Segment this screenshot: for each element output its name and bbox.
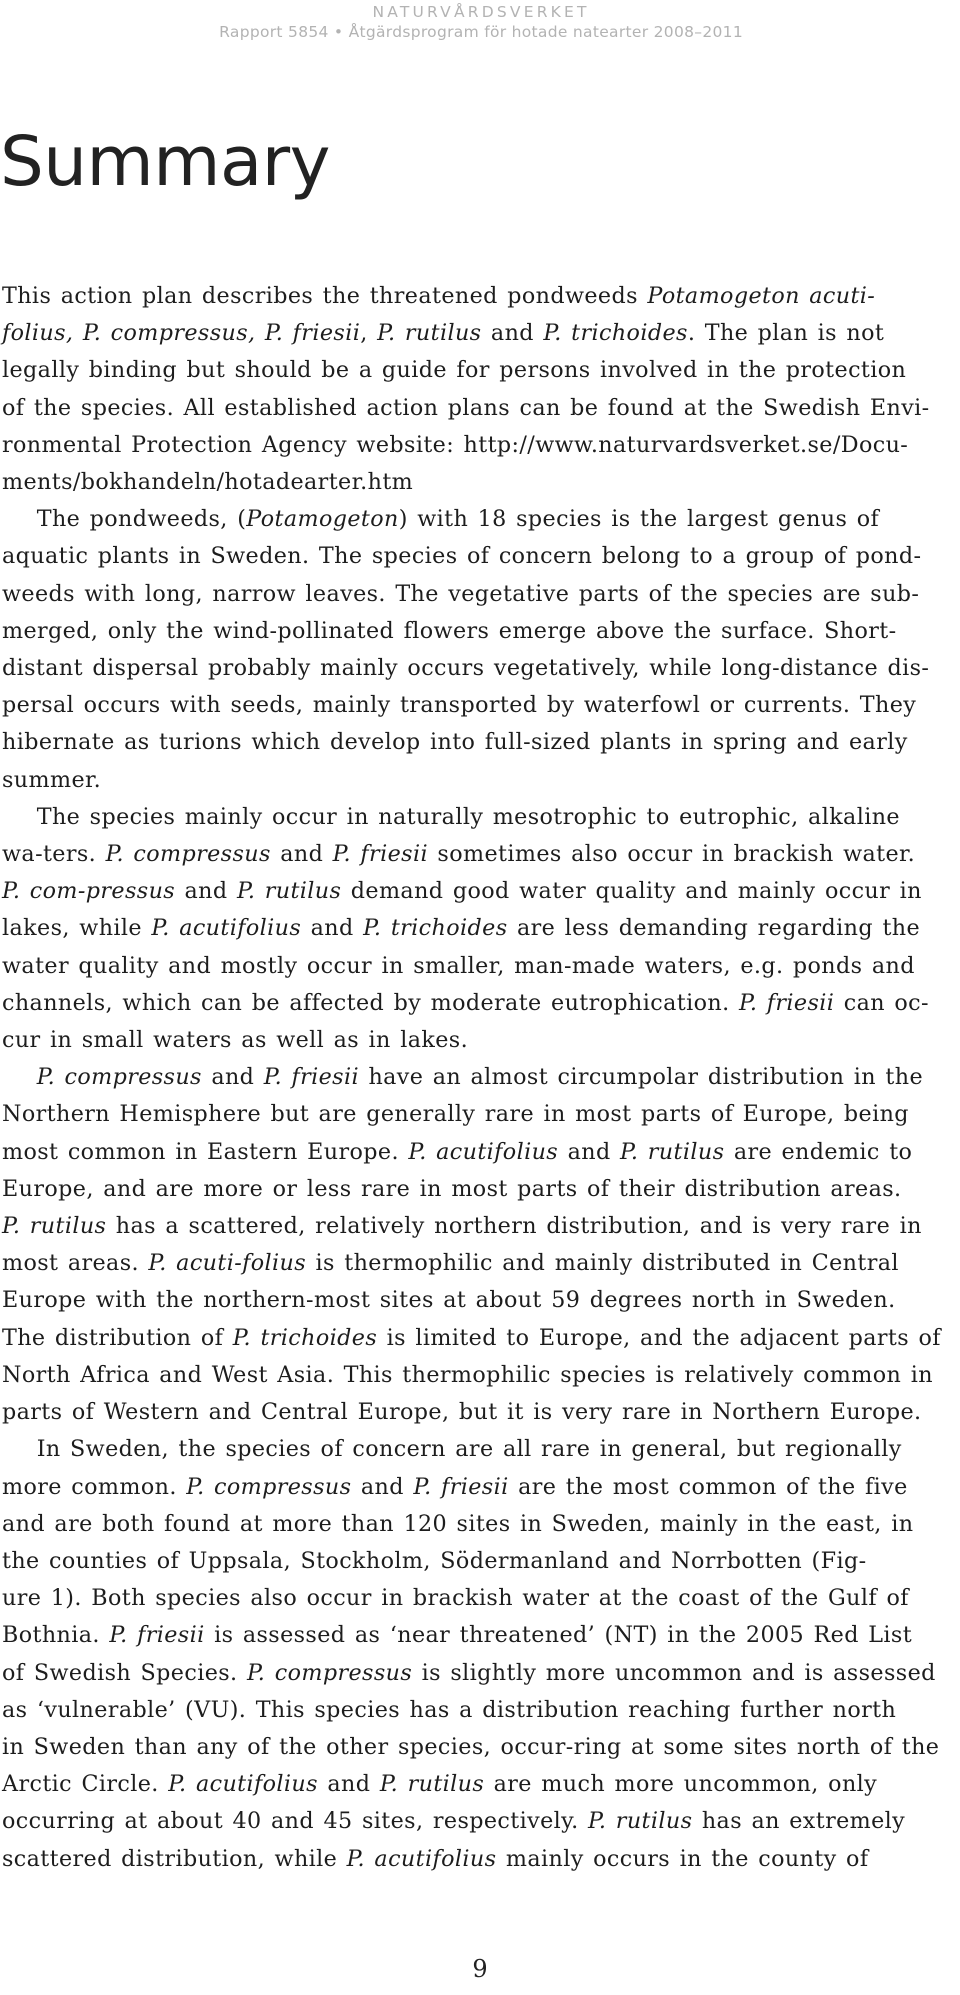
text-run: cur in small waters as well as in lakes. (2, 1027, 469, 1054)
text-run: The pondweeds, ( (36, 506, 247, 533)
text-run: is slightly more uncommon and is assessed (412, 1659, 936, 1686)
text-run: have an almost circumpolar distribution in the (359, 1064, 923, 1091)
species-name: P. friesii (332, 841, 428, 868)
text-line (2, 1692, 957, 1729)
text-line (2, 1096, 957, 1133)
text-line (2, 650, 957, 687)
text-line (2, 910, 957, 947)
text-run: and (175, 878, 237, 905)
text-line (2, 1431, 957, 1468)
text-run: and are both found at more than 120 sites in Sweden, mainly in the east, in (2, 1510, 914, 1537)
text-run: ments/bokhandeln/hotadearter.htm (2, 469, 414, 496)
text-line (2, 1841, 957, 1878)
text-line (2, 1245, 957, 1282)
text-line (2, 1022, 957, 1059)
species-name: P. trichoides (543, 320, 688, 347)
report-line: Rapport 5854 • Åtgärdsprogram för hotade natearter 2008–2011 (219, 23, 743, 41)
page-number: 9 (472, 1955, 488, 1983)
text-run: hibernate as turions which develop into full-sized plants in spring and early (2, 729, 908, 756)
text-run: The species mainly occur in naturally mesotrophic to eutrophic, alkaline (36, 803, 900, 830)
text-run: legally binding but should be a guide for persons involved in the protection (2, 357, 907, 384)
text-run: Europe with the northern-most sites at about 59 degrees north in Sweden. (2, 1287, 896, 1314)
text-line (2, 352, 957, 389)
text-run: the counties of Uppsala, Stockholm, Södermanland and Norrbotten (Fig- (2, 1547, 867, 1574)
text-run: The distribution of (2, 1324, 233, 1351)
species-name: P. com-pressus (2, 878, 176, 905)
text-run: is assessed as ‘near threatened’ (NT) in the 2005 Red List (204, 1622, 913, 1649)
text-run: ) with 18 species is the largest genus of (398, 506, 880, 533)
text-run: channels, which can be affected by moderate eutrophication. (2, 989, 740, 1016)
text-run: and (351, 1473, 414, 1500)
text-line (2, 1543, 957, 1580)
text-run: parts of Western and Central Europe, but it is very rare in Northern Europe. (2, 1399, 922, 1426)
text-run: of the species. All established action plans can be found at the Swedish Envi- (2, 394, 930, 421)
running-header (219, 0, 743, 42)
text-run: sometimes also occur in brackish water. (427, 841, 916, 868)
species-name: folius, P. compressus, P. friesii (2, 320, 361, 347)
text-run: North Africa and West Asia. This thermophilic species is relatively common in (2, 1361, 933, 1388)
species-name: P. acutifolius (168, 1771, 318, 1798)
species-name: P. acutifolius (346, 1845, 497, 1872)
text-line (2, 1506, 957, 1543)
text-run: . The plan is not (687, 320, 885, 347)
text-line (2, 1171, 957, 1208)
text-run: distant dispersal probably mainly occurs vegetatively, while long-distance dis- (2, 655, 930, 682)
text-run: ure 1). Both species also occur in brackish water at the coast of the Gulf of (2, 1585, 909, 1612)
species-name: P. acuti-folius (148, 1250, 307, 1277)
page-title: Summary (0, 122, 330, 202)
text-line (2, 1394, 957, 1431)
species-name: P. friesii (109, 1622, 205, 1649)
text-run: lakes, while (2, 915, 152, 942)
text-run: is thermophilic and mainly distributed in Central (306, 1250, 899, 1277)
species-name: P. compressus (105, 841, 271, 868)
organization-name: NATURVÅRDSVERKET (372, 3, 590, 21)
species-name: P. rutilus (236, 878, 342, 905)
text-run: and (270, 841, 333, 868)
text-run: aquatic plants in Sweden. The species of concern belong to a group of pond- (2, 543, 922, 570)
text-run: merged, only the wind-pollinated flowers emerge above the surface. Short- (2, 617, 897, 644)
text-line (2, 1617, 957, 1654)
species-name: Potamogeton (246, 506, 399, 533)
text-line (2, 464, 957, 501)
text-line (2, 1580, 957, 1617)
text-line (2, 1803, 957, 1840)
text-line (2, 1134, 957, 1171)
species-name: P. rutilus (379, 1771, 485, 1798)
text-run: of Swedish Species. (2, 1659, 247, 1686)
text-run: summer. (2, 766, 102, 793)
text-run: are less demanding regarding the (507, 915, 921, 942)
text-run: In Sweden, the species of concern are all rare in general, but regionally (36, 1436, 902, 1463)
text-run: wa-ters. (2, 841, 106, 868)
text-run: ronmental Protection Agency website: http://www.naturvardsverket.se/Docu- (2, 431, 909, 458)
text-line (2, 278, 957, 315)
text-run: most areas. (2, 1250, 149, 1277)
text-run: water quality and mostly occur in smaller, man-made waters, e.g. ponds and (2, 952, 915, 979)
text-run: has an extremely (692, 1808, 906, 1835)
species-name: P. acutifolius (151, 915, 302, 942)
text-line (2, 1059, 957, 1096)
text-line (2, 427, 957, 464)
text-run: is limited to Europe, and the adjacent parts of (377, 1324, 941, 1351)
text-run: persal occurs with seeds, mainly transported by waterfowl or currents. They (2, 692, 917, 719)
text-line (2, 1655, 957, 1692)
text-line (2, 724, 957, 761)
species-name: P. rutilus (2, 1213, 107, 1240)
species-name: P. acutifolius (408, 1138, 559, 1165)
species-name: P. friesii (413, 1473, 509, 1500)
species-name: P. compressus (36, 1064, 202, 1091)
text-run: Northern Hemisphere but are generally rare in most parts of Europe, being (2, 1101, 909, 1128)
text-run: scattered distribution, while (2, 1845, 347, 1872)
text-run: as ‘vulnerable’ (VU). This species has a distribution reaching further north (2, 1696, 897, 1723)
text-run: are endemic to (724, 1138, 913, 1165)
text-line (2, 1469, 957, 1506)
text-run: can oc- (834, 989, 929, 1016)
text-run: Europe, and are more or less rare in most parts of their distribution areas. (2, 1175, 902, 1202)
text-line (2, 613, 957, 650)
text-run: in Sweden than any of the other species, occur-ring at some sites north of the (2, 1733, 940, 1760)
species-name: P. trichoides (232, 1324, 378, 1351)
text-run: weeds with long, narrow leaves. The vegetative parts of the species are sub- (2, 580, 920, 607)
text-run: are much more uncommon, only (484, 1771, 878, 1798)
text-run: mainly occurs in the county of (496, 1845, 869, 1872)
species-name: P. rutilus (377, 320, 482, 347)
text-line (2, 1766, 957, 1803)
text-run: most common in Eastern Europe. (2, 1138, 409, 1165)
text-line (2, 576, 957, 613)
summary-body (2, 278, 960, 1878)
text-line (2, 836, 957, 873)
text-run: occurring at about 40 and 45 sites, respectively. (2, 1808, 589, 1835)
text-run: demand good water quality and mainly occur in (341, 878, 922, 905)
species-name: P. compressus (246, 1659, 413, 1686)
species-name: P. friesii (263, 1064, 360, 1091)
text-line (2, 1729, 957, 1766)
species-name: P. rutilus (588, 1808, 693, 1835)
text-run: and (317, 1771, 380, 1798)
text-line (2, 315, 957, 352)
text-run: are the most common of the five (508, 1473, 908, 1500)
text-run: This action plan describes the threatened pondweeds (2, 283, 648, 309)
text-run: Arctic Circle. (2, 1771, 169, 1798)
text-line (2, 762, 957, 799)
text-run: and (201, 1064, 264, 1091)
text-run: , (360, 320, 378, 347)
text-run: and (558, 1138, 621, 1165)
text-run: more common. (2, 1473, 187, 1500)
species-name: P. trichoides (363, 915, 508, 942)
species-name: P. compressus (186, 1473, 352, 1500)
text-line (2, 799, 957, 836)
text-line (2, 1208, 957, 1245)
species-name: P. friesii (739, 989, 835, 1016)
text-run: Bothnia. (2, 1622, 110, 1649)
text-line (2, 873, 957, 910)
text-line (2, 948, 957, 985)
text-line (2, 687, 957, 724)
text-line (2, 501, 957, 538)
text-run: and (301, 915, 364, 942)
text-line (2, 1320, 957, 1357)
text-line (2, 538, 957, 575)
species-name: Potamogeton acuti- (647, 283, 876, 309)
text-run: and (481, 320, 544, 347)
text-line (2, 390, 957, 427)
text-line (2, 1357, 957, 1394)
species-name: P. rutilus (620, 1138, 725, 1165)
text-line (2, 985, 957, 1022)
text-line (2, 1282, 957, 1319)
text-run: has a scattered, relatively northern distribution, and is very rare in (106, 1213, 922, 1240)
